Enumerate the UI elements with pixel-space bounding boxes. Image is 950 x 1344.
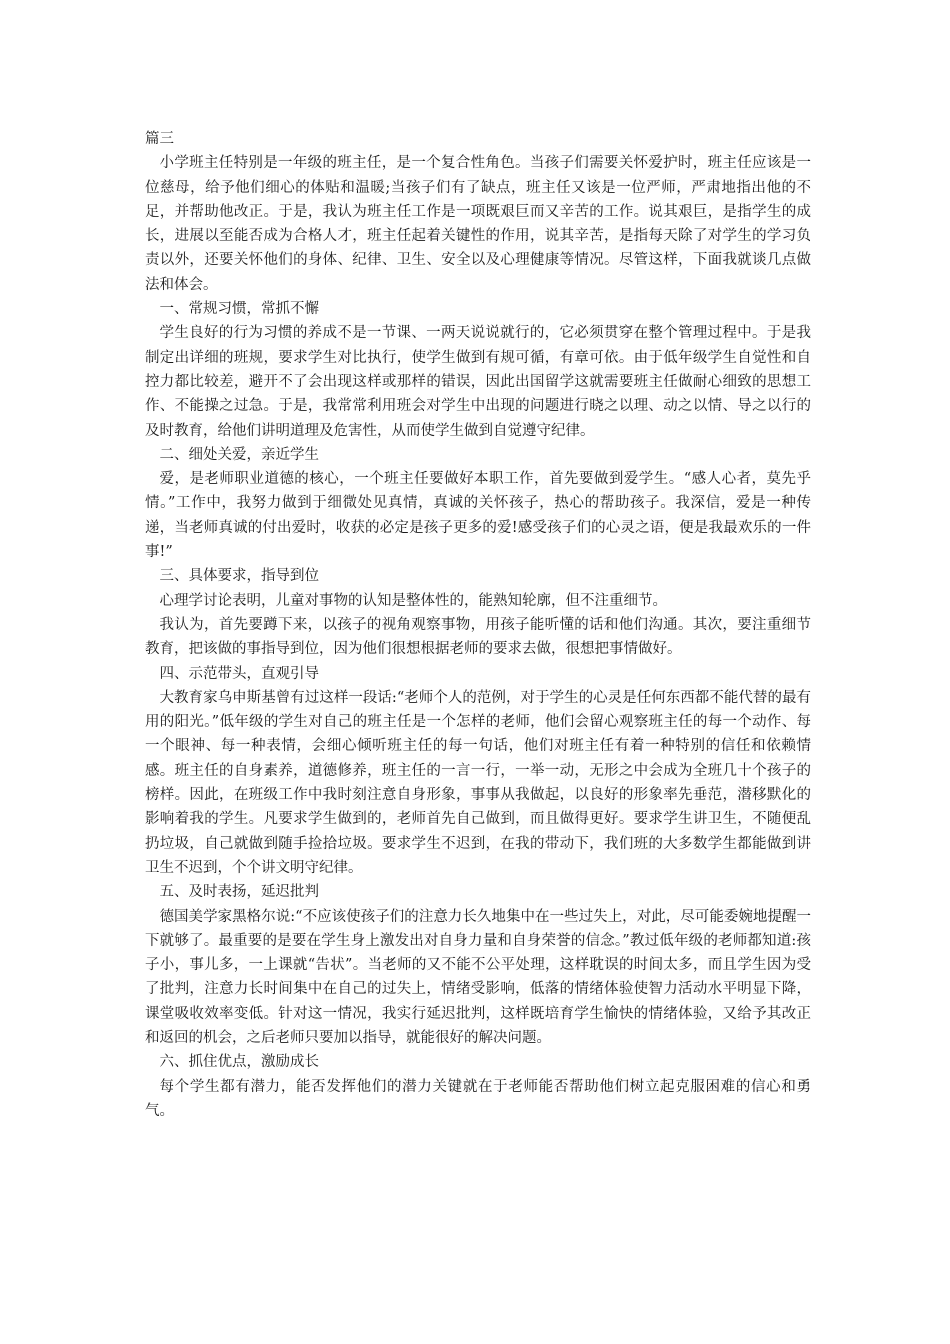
- paragraph-5: 德国美学家黑格尔说:“不应该使孩子们的注意力长久地集中在一些过失上，对此，尽可能委婉地提醒一下就够了。最重要的是要在学生身上激发出对自身力量和自身荣誉的信念。”教过低年级的老师都知道:孩子小，事儿多，一上课就“告状”。当老师的又不能不公平处理，这样耽误的时间太多，而且学生因为受了批判，注意力长时间集中在自己的过失上，情绪受影响，低落的情绪体验使智力活动水平明显下降，课堂吸收效率变低。针对这一情况，我实行延迟批判，这样既培育学生愉快的情绪体验，又给予其改正和返回的机会，之后老师只要加以指导，就能很好的解决问题。: [145, 908, 811, 1046]
- section-label: 篇三: [145, 131, 174, 147]
- intro-paragraph: 小学班主任特别是一年级的班主任，是一个复合性角色。当孩子们需要关怀爱护时，班主任应该是一位慈母，给予他们细心的体贴和温暖;当孩子们有了缺点，班主任又该是一位严师，严肃地指出他的不足，并帮助他改正。于是，我认为班主任工作是一项既艰巨而又辛苦的工作。说其艰巨，是指学生的成长，进展以至能否成为合格人才，班主任起着关键性的作用，说其辛苦，是指每天除了对学生的学习负责以外，还要关怀他们的身体、纪律、卫生、安全以及心理健康等情况。尽管这样，下面我就谈几点做法和体会。: [145, 155, 811, 293]
- paragraph-6: 每个学生都有潜力，能否发挥他们的潜力关键就在于老师能否帮助他们树立起克服困难的信心和勇气。: [145, 1078, 811, 1119]
- paragraph-1: 学生良好的行为习惯的养成不是一节课、一两天说说就行的，它必须贯穿在整个管理过程中。于是我制定出详细的班规，要求学生对比执行，使学生做到有规可循，有章可依。由于低年级学生自觉性和自控力都比较差，避开不了会出现这样或那样的错误，因此出国留学这就需要班主任做耐心细致的思想工作、不能操之过急。于是，我常常利用班会对学生中出现的问题进行晓之以理、动之以情、导之以行的及时教育，给他们讲明道理及危害性，从而使学生做到自觉遵守纪律。: [145, 325, 811, 439]
- paragraph-2: 爱，是老师职业道德的核心，一个班主任要做好本职工作，首先要做到爱学生。“感人心者，莫先乎情。”工作中，我努力做到于细微处见真情，真诚的关怀孩子，热心的帮助孩子。我深信，爱是一种传递，当老师真诚的付出爱时，收获的必定是孩子更多的爱!感受孩子们的心灵之语，便是我最欢乐的一件事!”: [145, 471, 811, 561]
- section-heading-6: 六、抓住优点，激励成长: [159, 1054, 319, 1071]
- section-heading-1: 一、常规习惯，常抓不懈: [159, 301, 319, 318]
- section-heading-5: 五、及时表扬，延迟批判: [159, 884, 319, 901]
- section-heading-3: 三、具体要求，指导到位: [159, 568, 319, 585]
- document-body: [145, 127, 811, 1123]
- paragraph-4: 大教育家乌申斯基曾有过这样一段话:“老师个人的范例，对于学生的心灵是任何东西都不能代替的最有用的阳光。”低年级的学生对自己的班主任是一个怎样的老师，他们会留心观察班主任的每一个动作、每一个眼神、每一种表情，会细心倾听班主任的每一句话，他们对班主任有着一种特别的信任和依赖情感。班主任的自身素养，道德修养，班主任的一言一行，一举一动，无形之中会成为全班几十个孩子的榜样。因此，在班级工作中我时刻注意自身形象，事事从我做起，以良好的形象率先垂范，潜移默化的影响着我的学生。凡要求学生做到的，老师首先自己做到，而且做得更好。要求学生讲卫生，不随便乱扔垃圾，自己就做到随手捡拾垃圾。要求学生不迟到，在我的带动下，我们班的大多数学生都能做到讲卫生不迟到，个个讲文明守纪律。: [145, 689, 811, 876]
- section-heading-2: 二、细处关爱，亲近学生: [159, 446, 319, 463]
- section-heading-4: 四、示范带头，直观引导: [159, 665, 319, 682]
- paragraph-3a: 心理学讨论表明，儿童对事物的认知是整体性的，能熟知轮廓，但不注重细节。: [159, 592, 667, 609]
- paragraph-3b: 我认为，首先要蹲下来，以孩子的视角观察事物，用孩子能听懂的话和他们沟通。其次，要注重细节教育，把该做的事指导到位，因为他们很想根据老师的要求去做，很想把事情做好。: [145, 616, 811, 658]
